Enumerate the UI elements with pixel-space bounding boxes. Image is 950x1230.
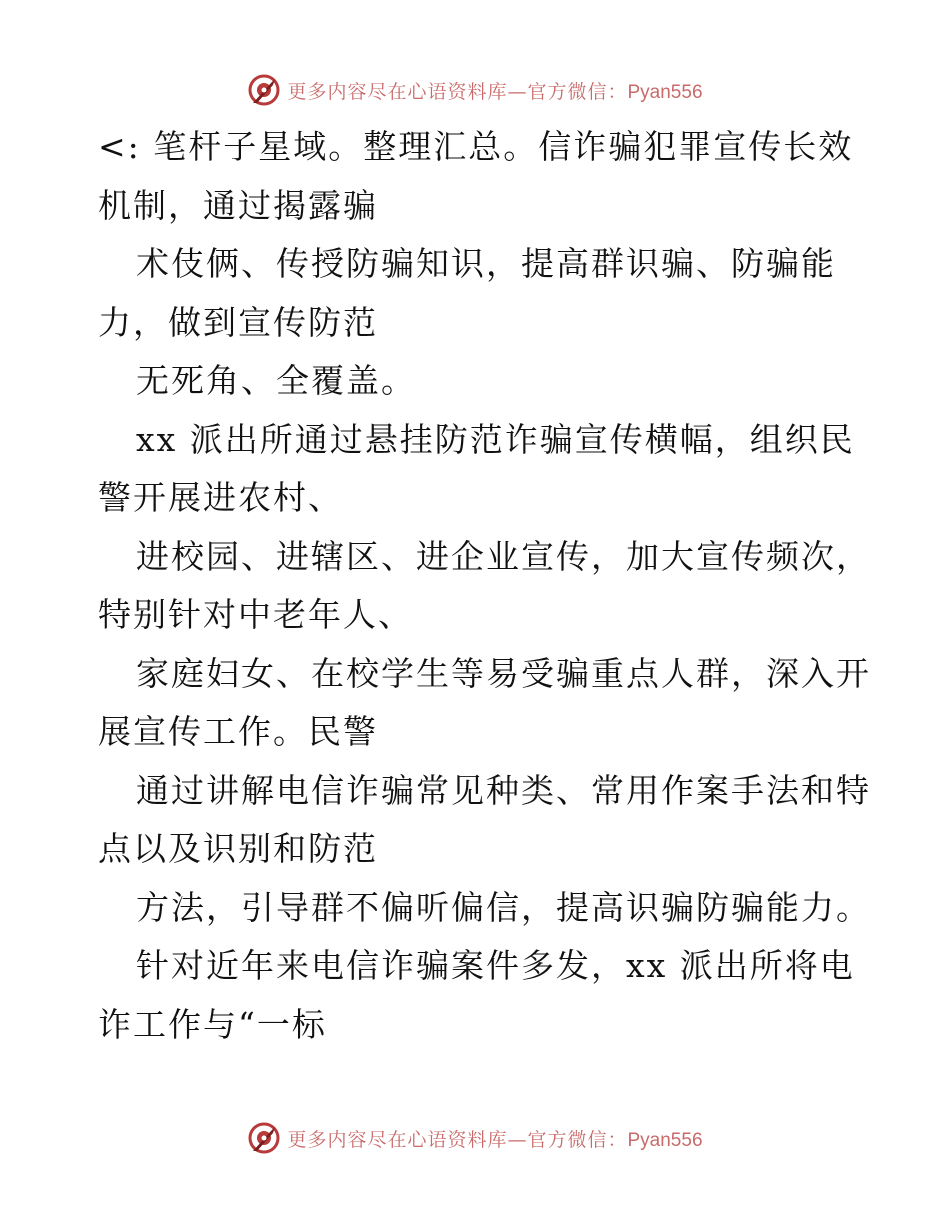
header-banner-text: 更多内容尽在心语资料库—官方微信：Pyan556 [287, 80, 703, 103]
text-line: 进校园、进辖区、进企业宣传，加大宣传频次， [136, 536, 871, 576]
pen-logo-icon [247, 1121, 281, 1155]
text-line: 针对近年来电信诈骗案件多发，xx 派出所将电 [136, 946, 855, 985]
text-line: <: 笔杆子星域。整理汇总。信诈骗犯罪宣传长效 [98, 127, 854, 166]
text-line: 力，做到宣传防范 [98, 302, 378, 342]
text-line: 无死角、全覆盖。 [136, 361, 416, 400]
text-line: 家庭妇女、在校学生等易受骗重点人群，深入开 [136, 653, 871, 693]
text-line: 机制，通过揭露骗 [98, 185, 378, 225]
text-line: 通过讲解电信诈骗常见种类、常用作案手法和特 [136, 770, 871, 810]
text-line: 警开展进农村、 [98, 478, 343, 517]
text-line: 点以及识别和防范 [98, 829, 378, 868]
text-line: 特别针对中老年人、 [98, 595, 413, 634]
text-line: 展宣传工作。民警 [98, 712, 378, 751]
footer-banner-text: 更多内容尽在心语资料库—官方微信：Pyan556 [287, 1128, 703, 1151]
text-line: 诈工作与“一标 [98, 1004, 327, 1044]
document-body [98, 118, 871, 1054]
text-line: 术伎俩、传授防骗知识，提高群识骗、防骗能 [136, 244, 836, 283]
header-banner [0, 70, 950, 110]
text-line: 方法，引导群不偏听偏信，提高识骗防骗能力。 [136, 887, 871, 927]
footer-banner [0, 1118, 950, 1158]
pen-logo-icon [247, 73, 281, 107]
text-line: xx 派出所通过悬挂防范诈骗宣传横幅，组织民 [136, 419, 855, 459]
